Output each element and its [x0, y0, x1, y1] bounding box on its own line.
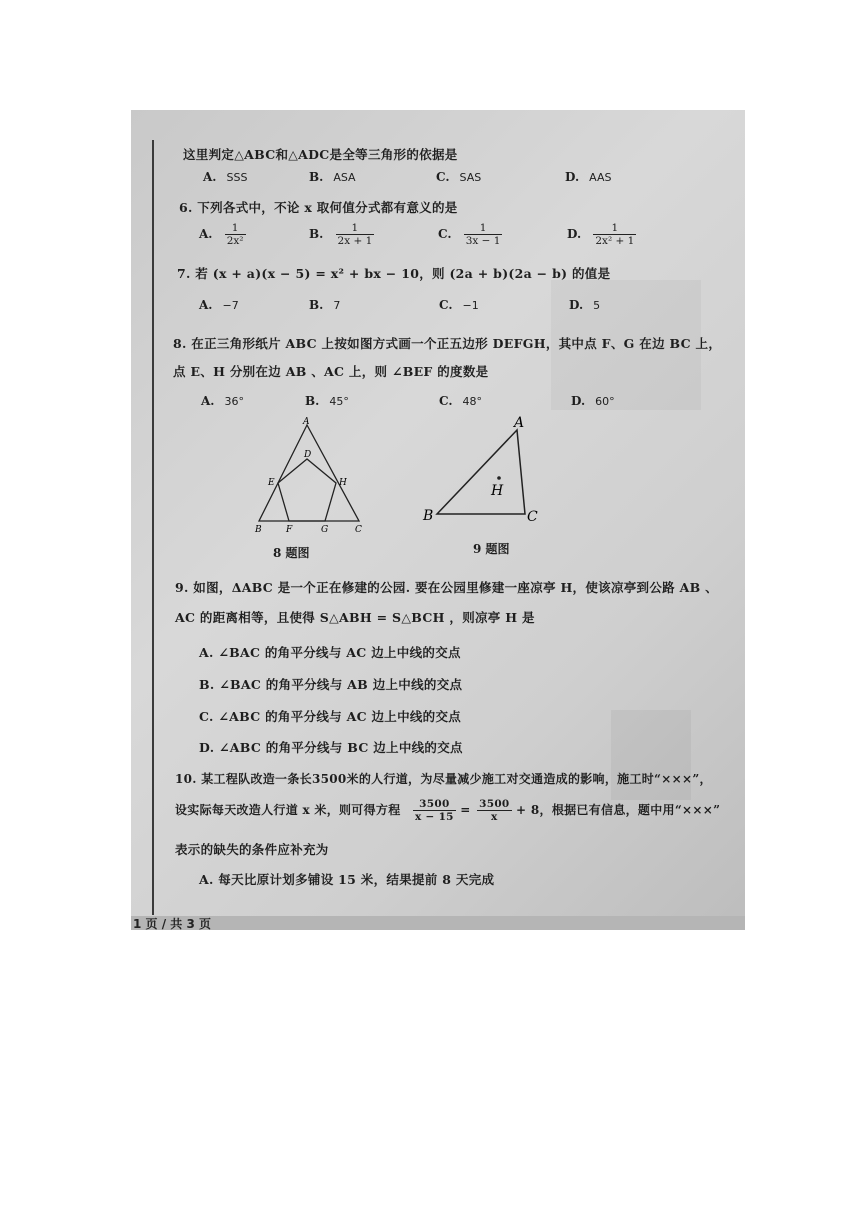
q9-label-c: C — [527, 509, 538, 525]
q8-option-c: C. 48° — [439, 394, 483, 408]
q8-option-d: D. 60° — [571, 394, 615, 408]
q9-figure — [421, 410, 556, 530]
photographed-exam-page — [131, 110, 745, 930]
q8-label-b: B — [255, 525, 262, 535]
q10-option-a: A. 每天比原计划多铺设 15 米，结果提前 8 天完成 — [199, 872, 495, 887]
q5-option-c: C. SAS — [436, 170, 482, 184]
q8-triangle-abc — [259, 425, 359, 521]
q9-label-a: A — [514, 415, 525, 431]
q8-label-c: C — [355, 525, 362, 535]
page-number: 1 页 / 共 3 页 — [133, 917, 211, 930]
q5-option-d: D. AAS — [565, 170, 612, 184]
q10-stem-line2: 设实际每天改造人行道 x 米，则可得方程 $\frac{3500}{x - 15}$ = $\frac{3500}{x}$ + 8，根据已有信息，题中用“×××” — [175, 798, 721, 823]
q7-stem: 7. 若 (x + a)(x − 5) = x² + bx − 10，则 (2a + b)(2a − b) 的值是 — [177, 266, 611, 281]
q9-option-a: A. ∠BAC 的角平分线与 AC 边上中线的交点 — [199, 645, 461, 660]
q9-stem-line1: 9. 如图，ΔABC 是一个正在修建的公园. 要在公园里修建一座凉亭 H，使该凉亭到公路 AB 、 — [175, 580, 718, 595]
intro-line: 这里判定△ABC和△ADC是全等三角形的依据是 — [183, 147, 458, 162]
q8-label-f: F — [286, 525, 293, 535]
q9-figure-caption: 9 题图 — [473, 542, 510, 556]
q8-option-b: B. 45° — [305, 394, 349, 408]
q8-figure-caption: 8 题图 — [273, 546, 310, 560]
q8-label-d: D — [304, 450, 312, 460]
q6-option-d: D. $\frac{1}{\text{2x² + 1}}$ — [567, 222, 635, 247]
q9-stem-line2: AC 的距离相等，且使得 S△ABH = S△BCH ，则凉亭 H 是 — [175, 610, 535, 625]
q6-option-c: C. $\frac{1}{3x - 1}$ — [438, 222, 501, 247]
q5-option-b: B. ASA — [309, 170, 356, 184]
q10-stem-line3: 表示的缺失的条件应补充为 — [175, 842, 329, 857]
q9-label-h: H — [491, 483, 504, 499]
q7-option-a: A. −7 — [199, 298, 239, 312]
q8-label-e: E — [268, 478, 275, 488]
q8-label-h: H — [339, 478, 347, 488]
q8-figure — [249, 415, 379, 535]
q9-option-d: D. ∠ABC 的角平分线与 BC 边上中线的交点 — [199, 740, 463, 755]
q10-stem-line1: 10. 某工程队改造一条长3500米的人行道，为尽量减少施工对交通造成的影响，施工时“×××”， — [175, 772, 712, 786]
q6-stem: 6. 下列各式中，不论 x 取何值分式都有意义的是 — [179, 200, 458, 215]
q8-stem-line1: 8. 在正三角形纸片 ABC 上按如图方式画一个正五边形 DEFGH，其中点 F、G 在边 BC 上， — [173, 336, 722, 351]
q7-option-b: B. 7 — [309, 298, 341, 312]
footer-strip — [131, 916, 745, 930]
q9-label-b: B — [423, 508, 434, 524]
q9-point-h — [497, 476, 501, 480]
q8-pentagon-defgh — [278, 459, 336, 521]
q6-option-a: A. $\frac{1}{\text{2x²}}$ — [199, 222, 244, 247]
q5-option-a: A. SSS — [203, 170, 248, 184]
q8-option-a: A. 36° — [201, 394, 244, 408]
q6-option-b: B. $\frac{1}{2x + 1}$ — [309, 222, 373, 247]
q9-option-b: B. ∠BAC 的角平分线与 AB 边上中线的交点 — [199, 677, 463, 692]
q7-option-c: C. −1 — [439, 298, 479, 312]
binding-margin-line — [152, 140, 154, 915]
q9-option-c: C. ∠ABC 的角平分线与 AC 边上中线的交点 — [199, 709, 462, 724]
q7-option-d: D. 5 — [569, 298, 601, 312]
q8-label-g: G — [321, 525, 329, 535]
q8-stem-line2: 点 E、H 分别在边 AB 、AC 上，则 ∠BEF 的度数是 — [173, 364, 489, 379]
q9-triangle-abc — [437, 430, 525, 514]
q8-label-a: A — [303, 417, 310, 427]
